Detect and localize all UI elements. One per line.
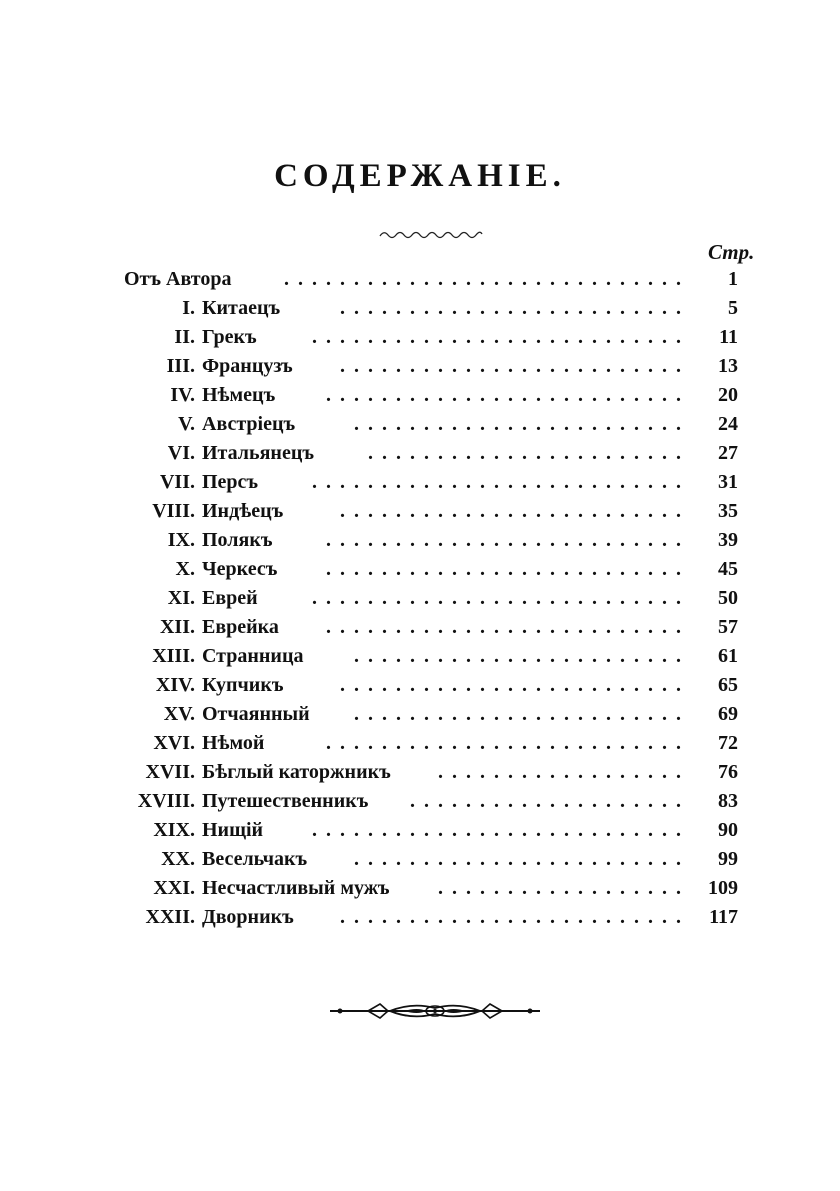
toc-entry bbox=[0, 819, 840, 848]
toc-entry bbox=[0, 326, 840, 355]
toc-entry bbox=[0, 558, 840, 587]
toc-chapter-title: Купчикъ bbox=[202, 674, 284, 696]
toc-chapter-number: XXI. bbox=[153, 877, 195, 899]
toc-page-number: 27 bbox=[718, 442, 738, 464]
toc-leader-dots: ........................ bbox=[354, 645, 690, 667]
toc-chapter-number: XII. bbox=[159, 616, 195, 638]
toc-chapter-number: XX. bbox=[161, 848, 195, 870]
toc-chapter-number: XI. bbox=[167, 587, 195, 609]
tailpiece-ornament bbox=[328, 1000, 542, 1022]
toc-page-number: 65 bbox=[718, 674, 738, 696]
toc-page-number: 90 bbox=[718, 819, 738, 841]
toc-entry bbox=[0, 587, 840, 616]
toc-chapter-number: XIV. bbox=[155, 674, 195, 696]
toc-chapter-number: VI. bbox=[167, 442, 195, 464]
toc-leader-dots: ......................... bbox=[340, 906, 690, 928]
toc-entry bbox=[0, 268, 840, 297]
toc-page-number: 35 bbox=[718, 500, 738, 522]
toc-chapter-number: XXII. bbox=[145, 906, 195, 928]
toc-leader-dots: .................. bbox=[438, 761, 690, 783]
toc-leader-dots: ............................. bbox=[284, 268, 690, 290]
toc-chapter-title: Китаецъ bbox=[202, 297, 281, 319]
toc-chapter-number: XV. bbox=[163, 703, 195, 725]
toc-entry bbox=[0, 471, 840, 500]
toc-entry bbox=[0, 616, 840, 645]
toc-leader-dots: ........................... bbox=[312, 471, 690, 493]
toc-page-number: 69 bbox=[718, 703, 738, 725]
toc-entry bbox=[0, 674, 840, 703]
toc-chapter-title: Индѣецъ bbox=[202, 500, 284, 522]
toc-chapter-title: Странница bbox=[202, 645, 304, 667]
toc-page-number: 109 bbox=[708, 877, 738, 899]
toc-chapter-title: Персъ bbox=[202, 471, 259, 493]
toc-chapter-number: XIII. bbox=[152, 645, 195, 667]
toc-entry bbox=[0, 384, 840, 413]
toc-entry bbox=[0, 761, 840, 790]
toc-entry bbox=[0, 732, 840, 761]
toc-chapter-title: Нѣмецъ bbox=[202, 384, 276, 406]
toc-chapter-title: Дворникъ bbox=[202, 906, 294, 928]
toc-chapter-number: XVIII. bbox=[137, 790, 195, 812]
toc-page-number: 24 bbox=[718, 413, 738, 435]
toc-leader-dots: ........................... bbox=[312, 819, 690, 841]
toc-leader-dots: ......................... bbox=[340, 297, 690, 319]
toc-chapter-number: XVI. bbox=[153, 732, 195, 754]
toc-chapter-title: Отчаянный bbox=[202, 703, 310, 725]
toc-leader-dots: ......................... bbox=[340, 500, 690, 522]
toc-chapter-title: Нищій bbox=[202, 819, 264, 841]
toc-chapter-title: Грекъ bbox=[202, 326, 257, 348]
toc-chapter-number: XIX. bbox=[153, 819, 195, 841]
toc-leader-dots: .......................... bbox=[326, 732, 690, 754]
toc-chapter-title: Еврейка bbox=[202, 616, 279, 638]
toc-chapter-title: Путешественникъ bbox=[202, 790, 369, 812]
toc-page-number: 57 bbox=[718, 616, 738, 638]
toc-leader-dots: ........................... bbox=[312, 326, 690, 348]
toc-leader-dots: ......................... bbox=[340, 355, 690, 377]
toc-chapter-title: Французъ bbox=[202, 355, 293, 377]
toc-entry bbox=[0, 703, 840, 732]
toc-leader-dots: .......................... bbox=[326, 558, 690, 580]
toc-leader-dots: ........................... bbox=[312, 587, 690, 609]
toc-chapter-number: V. bbox=[178, 413, 195, 435]
toc-entry bbox=[0, 790, 840, 819]
toc-chapter-number: II. bbox=[174, 326, 195, 348]
toc-page-number: 5 bbox=[728, 297, 738, 319]
toc-page-number: 76 bbox=[718, 761, 738, 783]
toc-page-number: 72 bbox=[718, 732, 738, 754]
toc-chapter-number: VII. bbox=[159, 471, 195, 493]
toc-chapter-number: I. bbox=[182, 297, 195, 319]
toc-chapter-title: Бѣглый каторжникъ bbox=[202, 761, 391, 783]
toc-chapter-title: Черкесъ bbox=[202, 558, 278, 580]
toc-leader-dots: ......................... bbox=[340, 674, 690, 696]
toc-chapter-title: Итальянецъ bbox=[202, 442, 315, 464]
toc-chapter-number: IX. bbox=[167, 529, 195, 551]
page-column-header: Стр. bbox=[708, 240, 755, 264]
toc-leader-dots: .................... bbox=[410, 790, 690, 812]
toc-entry bbox=[0, 297, 840, 326]
toc-entry bbox=[0, 529, 840, 558]
toc-chapter-title: Австріецъ bbox=[202, 413, 296, 435]
toc-leader-dots: ........................ bbox=[354, 848, 690, 870]
toc-page-number: 83 bbox=[718, 790, 738, 812]
toc-entry bbox=[0, 906, 840, 935]
toc-page-number: 13 bbox=[718, 355, 738, 377]
toc-entry bbox=[0, 355, 840, 384]
toc-chapter-title: Несчастливый мужъ bbox=[202, 877, 390, 899]
toc-chapter-title: Отъ Автора bbox=[124, 268, 232, 290]
toc-leader-dots: ........................ bbox=[354, 413, 690, 435]
toc-chapter-number: X. bbox=[175, 558, 195, 580]
toc-entry bbox=[0, 645, 840, 674]
toc-chapter-number: III. bbox=[166, 355, 195, 377]
toc-page-number: 117 bbox=[709, 906, 738, 928]
toc-chapter-title: Еврей bbox=[202, 587, 258, 609]
toc-page-number: 99 bbox=[718, 848, 738, 870]
toc-page-number: 39 bbox=[718, 529, 738, 551]
toc-page-number: 45 bbox=[718, 558, 738, 580]
title-squiggle-ornament bbox=[378, 228, 484, 240]
toc-page-number: 11 bbox=[719, 326, 738, 348]
toc-chapter-title: Нѣмой bbox=[202, 732, 265, 754]
toc-page-number: 20 bbox=[718, 384, 738, 406]
toc-leader-dots: ........................ bbox=[354, 703, 690, 725]
toc-leader-dots: .......................... bbox=[326, 616, 690, 638]
toc-chapter-title: Полякъ bbox=[202, 529, 273, 551]
toc-page-number: 1 bbox=[728, 268, 738, 290]
toc-page-number: 50 bbox=[718, 587, 738, 609]
toc-entry bbox=[0, 500, 840, 529]
toc-leader-dots: ....................... bbox=[368, 442, 690, 464]
toc-chapter-number: XVII. bbox=[145, 761, 195, 783]
toc-entry bbox=[0, 877, 840, 906]
toc-entry bbox=[0, 848, 840, 877]
toc-leader-dots: .................. bbox=[438, 877, 690, 899]
toc-chapter-number: IV. bbox=[170, 384, 195, 406]
toc-chapter-title: Весельчакъ bbox=[202, 848, 308, 870]
toc-page-number: 31 bbox=[718, 471, 738, 493]
toc-chapter-number: VIII. bbox=[152, 500, 195, 522]
toc-page-number: 61 bbox=[718, 645, 738, 667]
toc-entry bbox=[0, 442, 840, 471]
toc-leader-dots: .......................... bbox=[326, 529, 690, 551]
toc-leader-dots: .......................... bbox=[326, 384, 690, 406]
toc-entry bbox=[0, 413, 840, 442]
page-title: СОДЕРЖАНІЕ. bbox=[274, 158, 566, 194]
